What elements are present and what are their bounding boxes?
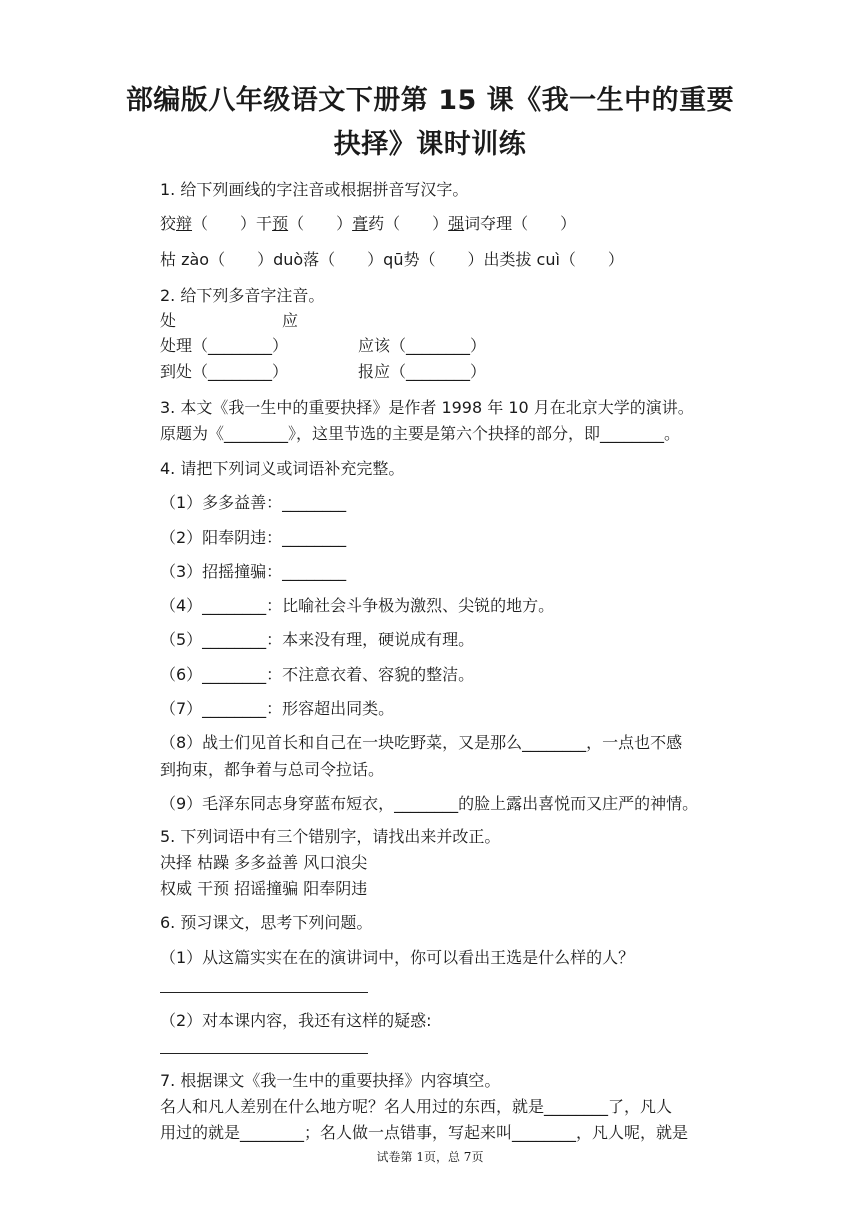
q6-sub-1: （1）从这篇实实在在的演讲词中，你可以看出王选是什么样的人？ [160,948,635,967]
q4-item-3: （3）招摇撞骗：________ [160,562,347,581]
q4-item-8-line-1: （8）战士们见首长和自己在一块吃野菜，又是那么________，一点也不感 [160,733,683,752]
q1-item-1-underlined: 辩 [176,214,193,233]
q1-item-2-underlined: 预 [272,214,289,233]
page-title-line-1: 部编版八年级语文下册第 15 课《我一生中的重要 [125,85,735,116]
q4-item-4: （4）________：比喻社会斗争极为激烈、尖锐的地方。 [160,596,555,615]
q4-item-6: （6）________：不注意衣着、容貌的整洁。 [160,665,475,684]
q2-head-ying: 应 [282,311,299,330]
question-1-row-2: 枯 zào（ ）duò落（ ）qū势（ ）出类拔 cuì（ ） [160,250,624,269]
q1-item-1-post: （ ） [192,214,257,233]
q4-item-8-line-2: 到拘束，都争着与总司令拉话。 [160,760,385,779]
question-5-prompt: 5. 下列词语中有三个错别字，请找出来并改正。 [160,827,501,846]
q1-item-4-underlined: 强 [448,214,465,233]
q4-item-7: （7）________：形容超出同类。 [160,699,395,718]
q6-answer-line-1 [160,992,368,993]
q7-line-1: 名人和凡人差别在什么地方呢？名人用过的东西，就是________了，凡人 [160,1097,673,1116]
q5-word-line-1: 决择 枯躁 多多益善 风口浪尖 [160,853,368,872]
q7-line-2: 用过的就是________；名人做一点错事，写起来叫________，凡人呢，就是 [160,1123,689,1142]
q2-row-2-left: 到处（________） [160,362,289,381]
q2-row-1-left: 处理（________） [160,336,289,355]
q1-item-2-post: （ ） [288,214,353,233]
question-3-line-2: 原题为《________》，这里节选的主要是第六个抉择的部分，即________。 [160,424,681,443]
q2-row-1-right: 应该（________） [358,336,487,355]
question-7-prompt: 7. 根据课文《我一生中的重要抉择》内容填空。 [160,1071,501,1090]
question-1-row-1 [160,214,576,234]
q6-sub-2: （2）对本课内容，我还有这样的疑惑: [160,1011,432,1030]
question-6-prompt: 6. 预习课文，思考下列问题。 [160,913,373,932]
q1-item-2-pre: 干 [256,214,273,233]
question-3-line-1: 3. 本文《我一生中的重要抉择》是作者 1998 年 10 月在北京大学的演讲。 [160,398,694,417]
q4-item-1: （1）多多益善：________ [160,493,347,512]
page-title-line-2: 抉择》课时训练 [333,129,527,160]
q2-head-chu: 处 [160,311,177,330]
q1-item-1-pre: 狡 [160,214,177,233]
q1-item-3-underlined: 膏 [352,214,369,233]
q6-answer-line-2 [160,1053,368,1054]
q1-item-4-post: 词夺理（ ） [464,214,577,233]
question-4-prompt: 4. 请把下列词义或词语补充完整。 [160,459,405,478]
page-footer: 试卷第 1页，总 7页 [376,1150,484,1164]
q4-item-9: （9）毛泽东同志身穿蓝布短衣，________的脸上露出喜悦而又庄严的神情。 [160,794,699,813]
q5-word-line-2: 权威 干预 招谣撞骗 阳奉阴违 [160,879,368,898]
q4-item-2: （2）阳奉阴违：________ [160,528,347,547]
q2-row-2-right: 报应（________） [358,362,487,381]
q1-item-3-post: 药（ ） [368,214,449,233]
question-1-prompt: 1. 给下列画线的字注音或根据拼音写汉字。 [160,180,469,199]
q4-item-5: （5）________：本来没有理，硬说成有理。 [160,630,475,649]
question-2-prompt: 2. 给下列多音字注音。 [160,286,325,305]
